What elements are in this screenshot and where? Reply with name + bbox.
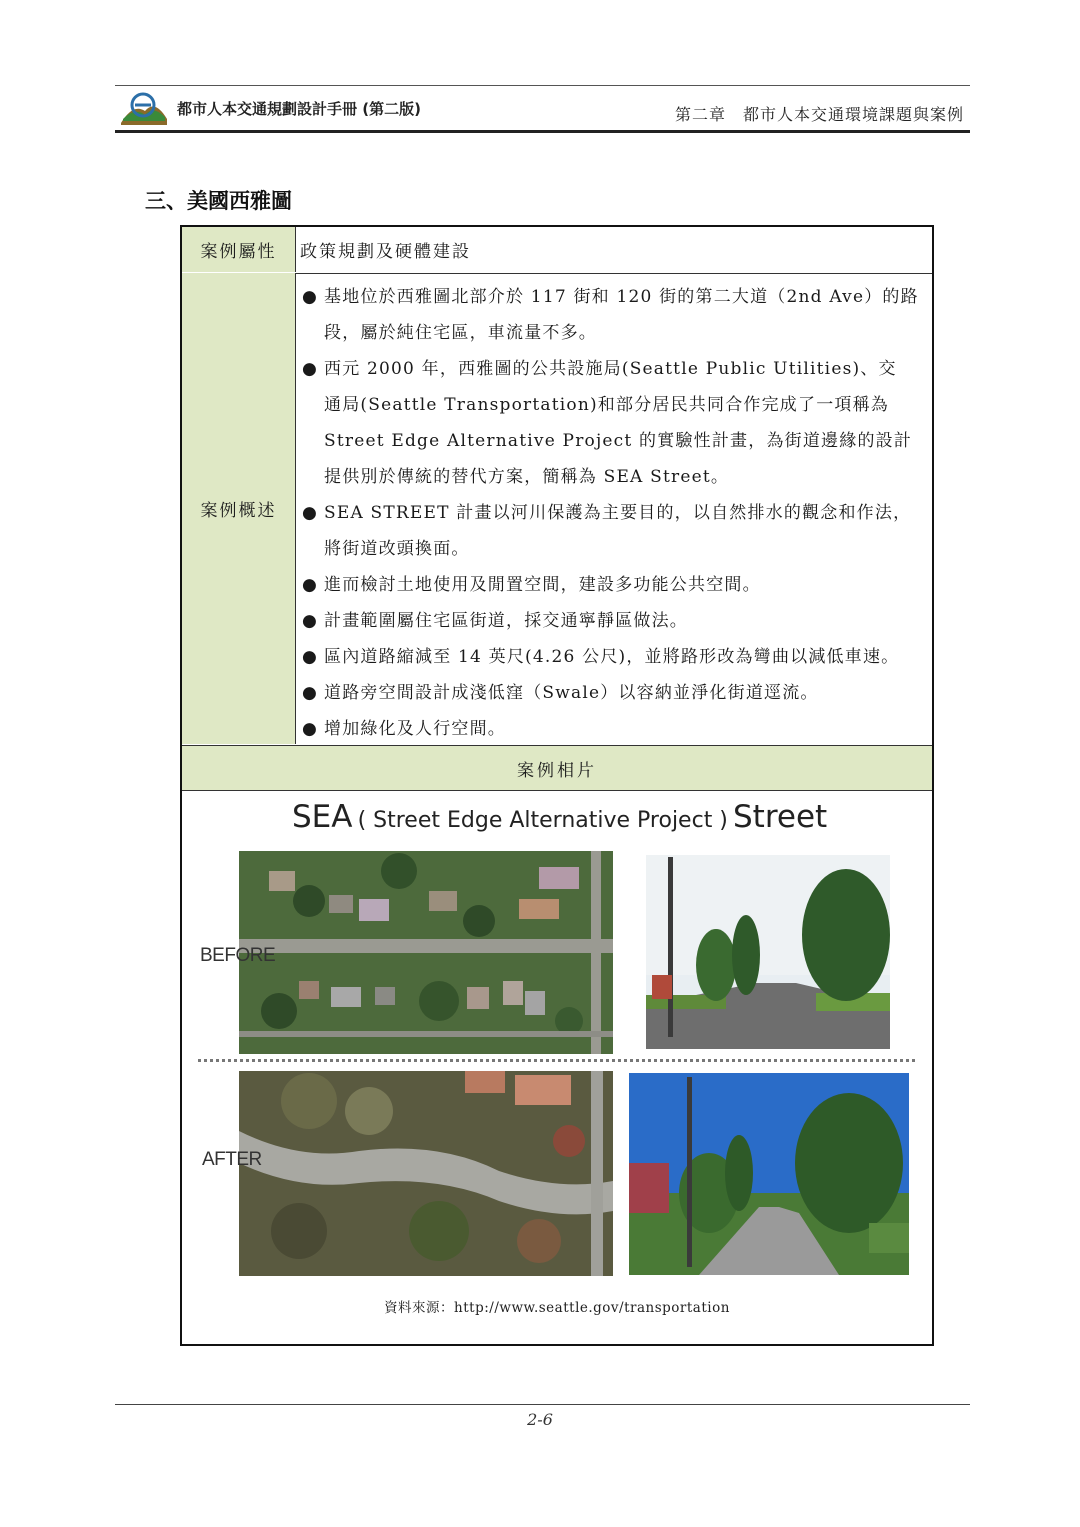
- photo-title: [292, 799, 827, 835]
- bullet-icon: ●: [302, 647, 319, 667]
- summary-item-line: 增加綠化及人行空間。: [324, 719, 506, 739]
- photo-title-main: SEA: [292, 799, 353, 835]
- before-label: BEFORE: [200, 945, 276, 966]
- summary-item-line: 計畫範圍屬住宅區街道，採交通寧靜區做法。: [324, 611, 688, 631]
- before-aerial-photo: [239, 851, 613, 1054]
- bullet-icon: ●: [302, 575, 319, 595]
- summary-item-line: 進而檢討土地使用及閒置空間，建設多功能公共空間。: [324, 575, 761, 595]
- after-label: AFTER: [202, 1149, 262, 1170]
- footer-rule: [115, 1404, 970, 1405]
- summary-item-line: 西元 2000 年，西雅圖的公共設施局(Seattle Public Utilities)、交: [324, 359, 897, 379]
- row-case-attribute: [182, 227, 932, 274]
- bullet-icon: ●: [302, 719, 319, 739]
- summary-item-line: 提供別於傳統的替代方案，簡稱為 SEA Street。: [324, 467, 730, 487]
- attr-label: 案例屬性: [182, 227, 296, 272]
- photo-title-end: Street: [733, 799, 828, 835]
- bullet-icon: ●: [302, 611, 319, 631]
- case-table: [180, 225, 934, 1346]
- after-street-photo: [629, 1073, 909, 1275]
- chapter-title: 第二章 都市人本交通環境課題與案例: [674, 105, 964, 124]
- summary-item-line: 區內道路縮減至 14 英尺(4.26 公尺)，並將路形改為彎曲以減低車速。: [324, 647, 900, 667]
- bullet-icon: ●: [302, 503, 319, 523]
- summary-item: [300, 675, 926, 711]
- summary-item-line: Street Edge Alternative Project 的實驗性計畫，為街道邊緣的設計: [324, 431, 913, 451]
- photo-header: 案例相片: [182, 746, 932, 791]
- header-rule-bottom: [115, 130, 970, 133]
- after-aerial-photo: [239, 1071, 613, 1276]
- page-number: 2-6: [527, 1410, 553, 1429]
- summary-item: [300, 279, 926, 351]
- manual-title: 都市人本交通規劃設計手冊 (第二版): [177, 100, 421, 118]
- photo-title-sub: ( Street Edge Alternative Project ): [357, 808, 728, 833]
- summary-item: [300, 711, 926, 747]
- summary-list: [296, 273, 932, 744]
- photo-source: 資料來源：http://www.seattle.gov/transportation: [384, 1300, 730, 1316]
- divider-dotted: [198, 1059, 915, 1062]
- summary-item-line: 道路旁空間設計成淺低窪（Swale）以容納並淨化街道逕流。: [324, 683, 819, 703]
- summary-item-line: 段，屬於純住宅區，車流量不多。: [324, 323, 597, 343]
- photo-area: [182, 791, 932, 1346]
- summary-item-line: 通局(Seattle Transportation)和部分居民共同合作完成了一項稱為: [324, 395, 890, 415]
- summary-label: 案例概述: [182, 273, 296, 744]
- summary-item-line: 將街道改頭換面。: [324, 539, 470, 559]
- page-header: [115, 86, 970, 130]
- bullet-icon: ●: [302, 359, 319, 379]
- summary-item-line: SEA STREET 計畫以河川保護為主要目的，以自然排水的觀念和作法，: [324, 503, 912, 523]
- section-title: 三、美國西雅圖: [145, 189, 292, 213]
- summary-item: [300, 351, 926, 495]
- summary-item: [300, 495, 926, 567]
- attr-value: 政策規劃及硬體建設: [300, 242, 471, 262]
- bullet-icon: ●: [302, 683, 319, 703]
- summary-item-line: 基地位於西雅圖北部介於 117 街和 120 街的第二大道（2nd Ave）的路: [324, 287, 919, 307]
- summary-item: [300, 567, 926, 603]
- summary-item: [300, 603, 926, 639]
- summary-item: [300, 639, 926, 675]
- row-case-summary: [182, 273, 932, 746]
- before-street-photo: [646, 855, 890, 1049]
- logo-icon: [119, 89, 169, 127]
- bullet-icon: ●: [302, 287, 319, 307]
